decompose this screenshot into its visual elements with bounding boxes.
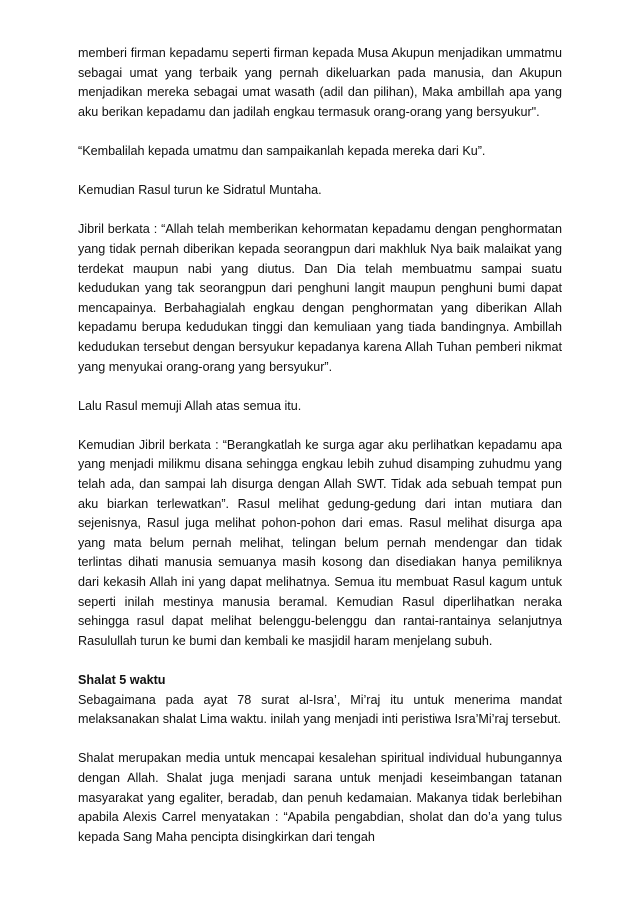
document-page bbox=[78, 44, 562, 867]
section-shalat bbox=[78, 671, 562, 847]
paragraph-sidratul-muntaha: Kemudian Rasul turun ke Sidratul Muntaha. bbox=[78, 183, 322, 198]
section-heading: Shalat 5 waktu bbox=[78, 673, 166, 687]
paragraph-memuji-allah: Lalu Rasul memuji Allah atas semua itu. bbox=[78, 398, 302, 413]
paragraph-isra-miraj: Sebagaimana pada ayat 78 surat al-Isra’, Mi’raj itu untuk menerima mandat melaksanakan shalat Lima waktu. inilah yang menjadi inti peristiwa Isra’Mi’raj tersebut. bbox=[78, 692, 562, 727]
paragraph-firman: memberi firman kepadamu seperti firman kepada Musa Akupun menjadikan ummatmu sebagai umat yang terbaik yang pernah dikeluarkan pada manusia, dan Akupun menjadikan mereka sebagai umat wasath (adil dan pilihan), Maka ambillah apa yang aku berikan kepadamu dan jadilah engkau termasuk orang-orang yang bersyukur". bbox=[78, 46, 562, 119]
paragraph-jibril-berkata: Jibril berkata : “Allah telah memberikan kehormatan kepadamu dengan penghormatan yang tidak pernah diberikan kepada seorangpun dari makhluk Nya baik malaikat yang terdekat maupun nabi yang diutus. Dan Dia telah membuatmu sampai suatu kedudukan yang tak seorangpun dari penghuni langit maupun penghuni bumi dapat mencapainya. Berbahagialah engkau dengan penghormatan yang diberikan Allah kepadamu berupa kedudukan tinggi dan kemuliaan yang tiada bandingnya. Ambillah kedudukan tersebut dengan bersyukur kepadanya karena Allah Tuhan pemberi nikmat yang menyukai orang-orang yang bersyukur”. bbox=[78, 222, 562, 374]
paragraph-kembalilah: “Kembalilah kepada umatmu dan sampaikanlah kepada mereka dari Ku”. bbox=[78, 143, 486, 158]
paragraph-shalat-media: Shalat merupakan media untuk mencapai kesalehan spiritual individual hubungannya dengan Allah. Shalat juga menjadi sarana untuk menjadi keseimbangan tatanan masyarakat yang egaliter, beradab, dan penuh kedamaian. Makanya tidak berlebihan apabila Alexis Carrel menyatakan : “Apabila pengabdian, sholat dan do’a yang tulus kepada Sang Maha pencipta disingkirkan dari tengah bbox=[78, 751, 562, 844]
paragraph-surga-neraka: Kemudian Jibril berkata : “Berangkatlah ke surga agar aku perlihatkan kepadamu apa yang menjadi milikmu disana sehingga engkau lebih zuhud disamping zuhudmu yang telah ada, dan sampai lah disurga dengan Allah SWT. Tidak ada sebuah tempat pun aku biarkan terlewatkan”. Rasul melihat gedung-gedung dari intan mutiara dan sejenisnya, Rasul juga melihat pohon-pohon dari emas. Rasul melihat disurga apa yang mata belum pernah melihat, telingan belum pernah mendengar dan tidak terlintas dihati manusia semuanya masih kosong dan disediakan hanya pemiliknya dari kekasih Allah ini yang dapat melihatnya. Semua itu membuat Rasul kagum untuk seperti inilah mestinya manusia beramal. Kemudian Rasul diperlihatkan neraka sehingga rasul dapat melihat belenggu-belenggu dan rantai-rantainya selanjutnya Rasulullah turun ke bumi dan kembali ke masjidil haram menjelang subuh. bbox=[78, 437, 562, 648]
